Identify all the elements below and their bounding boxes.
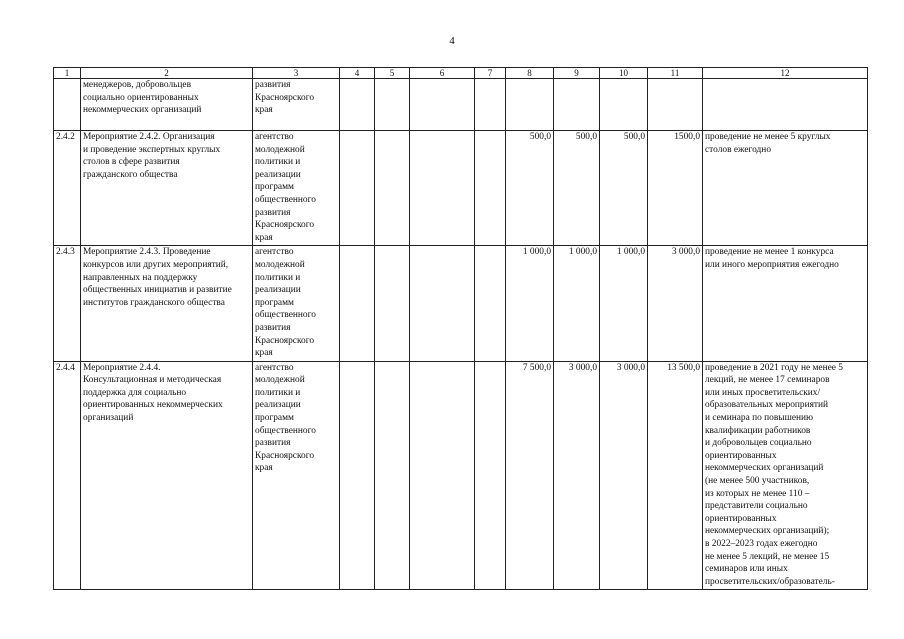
table-row (54, 246, 868, 361)
column-header: 10 (600, 68, 648, 79)
column-header: 2 (81, 68, 253, 79)
column-header: 9 (554, 68, 600, 79)
cell-col7 (475, 361, 506, 590)
expected-result: проведение не менее 1 конкурса или иного мероприятия ежегодно (703, 246, 868, 361)
cell-col6 (410, 131, 475, 246)
value-col8 (506, 79, 554, 131)
value-col11: 13 500,0 (648, 361, 703, 590)
activity-name: Мероприятие 2.4.2. Организация и проведение экспертных круглых столов в сфере развития гражданского общества (81, 131, 253, 246)
value-col8: 500,0 (506, 131, 554, 246)
cell-col7 (475, 79, 506, 131)
budget-table (53, 67, 868, 590)
cell-col5 (375, 131, 410, 246)
expected-result: проведение не менее 5 круглых столов ежегодно (703, 131, 868, 246)
value-col11: 3 000,0 (648, 246, 703, 361)
column-header: 11 (648, 68, 703, 79)
responsible-agency: агентство молодежной политики и реализации программ общественного развития Красноярского края (253, 246, 340, 361)
column-header: 4 (340, 68, 375, 79)
cell-col6 (410, 79, 475, 131)
value-col9: 500,0 (554, 131, 600, 246)
table-row (54, 131, 868, 246)
cell-col5 (375, 79, 410, 131)
column-header: 7 (475, 68, 506, 79)
value-col8: 7 500,0 (506, 361, 554, 590)
value-col9: 1 000,0 (554, 246, 600, 361)
page-number: 4 (449, 35, 455, 47)
cell-col5 (375, 361, 410, 590)
value-col10: 500,0 (600, 131, 648, 246)
row-code: 2.4.4 (54, 361, 81, 590)
cell-col4 (340, 246, 375, 361)
cell-col4 (340, 131, 375, 246)
expected-result (703, 79, 868, 131)
cell-col4 (340, 79, 375, 131)
expected-result: проведение в 2021 году не менее 5 лекций, не менее 17 семинаров или иных просветительских/ образовательных мероприятий и семинара по повышению квалификации работников и добровольцев социально ориентированных некоммерческих организаций (не менее 500 участников, из которых не менее 110 – представители социально ориентированных некоммерческих организаций); в 2022–2023 годах ежегодно не менее 5 лекций, не менее 15 семинаров или иных просветительских/образователь- (703, 361, 868, 590)
activity-name: менеджеров, добровольцев социально ориентированных некоммерческих организаций (81, 79, 253, 131)
responsible-agency: агентство молодежной политики и реализации программ общественного развития Красноярского края (253, 361, 340, 590)
responsible-agency: агентство молодежной политики и реализации программ общественного развития Красноярского края (253, 131, 340, 246)
column-header: 5 (375, 68, 410, 79)
activity-name: Мероприятие 2.4.4. Консультационная и методическая поддержка для социально ориентированных некоммерческих организаций (81, 361, 253, 590)
column-header: 1 (54, 68, 81, 79)
column-number-row (54, 68, 868, 79)
column-header: 6 (410, 68, 475, 79)
value-col9 (554, 79, 600, 131)
column-header: 3 (253, 68, 340, 79)
value-col11 (648, 79, 703, 131)
cell-col7 (475, 131, 506, 246)
activity-name: Мероприятие 2.4.3. Проведение конкурсов или других мероприятий, направленных на поддержку общественных инициатив и развитие институтов гражданского общества (81, 246, 253, 361)
cell-col4 (340, 361, 375, 590)
table-row (54, 361, 868, 590)
table-row (54, 79, 868, 131)
cell-col6 (410, 246, 475, 361)
value-col10: 3 000,0 (600, 361, 648, 590)
value-col10: 1 000,0 (600, 246, 648, 361)
value-col8: 1 000,0 (506, 246, 554, 361)
row-code (54, 79, 81, 131)
cell-col7 (475, 246, 506, 361)
column-header: 12 (703, 68, 868, 79)
responsible-agency: развития Красноярского края (253, 79, 340, 131)
column-header: 8 (506, 68, 554, 79)
row-code: 2.4.3 (54, 246, 81, 361)
cell-col6 (410, 361, 475, 590)
value-col11: 1500,0 (648, 131, 703, 246)
value-col9: 3 000,0 (554, 361, 600, 590)
row-code: 2.4.2 (54, 131, 81, 246)
value-col10 (600, 79, 648, 131)
cell-col5 (375, 246, 410, 361)
